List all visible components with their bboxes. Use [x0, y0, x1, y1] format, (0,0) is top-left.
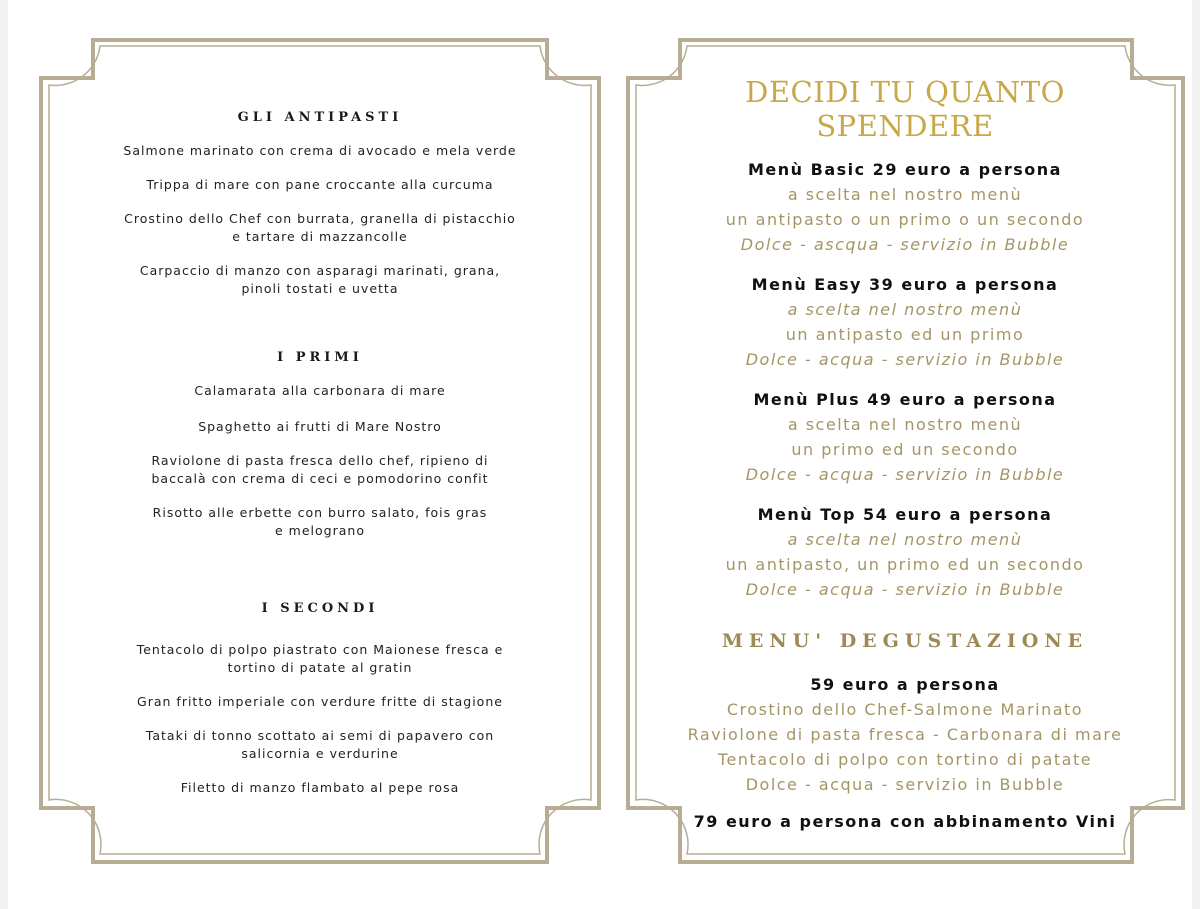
dish-item: Carpaccio di manzo con asparagi marinati, grana, pinoli tostati e uvetta	[139, 263, 501, 296]
dish-item: Raviolone di pasta fresca dello chef, ripieno di baccalà con crema di ceci e pomodorino confit	[151, 453, 489, 486]
left-menu-panel	[70, 100, 570, 797]
menu-basic	[650, 157, 1160, 257]
dish-item: Risotto alle erbette con burro salato, fois gras e melograno	[152, 505, 488, 538]
degustazione-title: MENU' DEGUSTAZIONE	[721, 630, 1089, 652]
right-menu-panel	[650, 70, 1160, 834]
menu-line: Dolce - acqua - servizio in Bubble	[745, 580, 1065, 599]
degustazione-line: Crostino dello Chef-Salmone Marinato	[726, 700, 1084, 719]
menu-line: un primo ed un secondo	[791, 440, 1019, 459]
section-title-antipasti: GLI ANTIPASTI	[237, 110, 403, 125]
menu-heading: Menù Top 54 euro a persona	[757, 505, 1053, 524]
menu-heading: Menù Basic 29 euro a persona	[748, 160, 1062, 179]
menu-line: a scelta nel nostro menù	[787, 300, 1023, 319]
price-title-line2: SPENDERE	[816, 109, 994, 143]
menu-line: un antipasto, un primo ed un secondo	[725, 555, 1085, 574]
degustazione-menu	[650, 672, 1160, 797]
menu-plus	[650, 387, 1160, 487]
degustazione-line: Raviolone di pasta fresca - Carbonara di mare	[687, 725, 1123, 744]
dish-item: Crostino dello Chef con burrata, granella di pistacchio e tartare di mazzancolle	[124, 211, 516, 244]
menu-line: Dolce - acqua - servizio in Bubble	[745, 350, 1065, 369]
menu-easy	[650, 272, 1160, 372]
menu-line: a scelta nel nostro menù	[787, 530, 1023, 549]
degustazione-price: 59 euro a persona	[810, 675, 1000, 694]
dish-item: Salmone marinato con crema di avocado e mela verde	[123, 143, 517, 158]
menu-top	[650, 502, 1160, 602]
dish-item: Spaghetto ai frutti di Mare Nostro	[198, 419, 442, 434]
menu-line: a scelta nel nostro menù	[787, 185, 1023, 204]
menu-line: a scelta nel nostro menù	[787, 415, 1023, 434]
dish-item: Filetto di manzo flambato al pepe rosa	[180, 780, 460, 795]
wine-pairing-price: 79 euro a persona con abbinamento Vini	[693, 812, 1117, 831]
menu-line: un antipasto ed un primo	[785, 325, 1025, 344]
dish-item: Trippa di mare con pane croccante alla curcuma	[146, 177, 494, 192]
price-title-line1: DECIDI TU QUANTO	[745, 75, 1065, 109]
dish-item: Tataki di tonno scottato ai semi di papavero con salicornia e verdurine	[145, 728, 495, 761]
menu-heading: Menù Easy 39 euro a persona	[751, 275, 1059, 294]
degustazione-line: Dolce - acqua - servizio in Bubble	[745, 775, 1065, 794]
menu-heading: Menù Plus 49 euro a persona	[753, 390, 1057, 409]
dish-item: Calamarata alla carbonara di mare	[194, 383, 446, 398]
section-title-secondi: I SECONDI	[261, 601, 379, 616]
section-title-primi: I PRIMI	[277, 350, 363, 365]
menu-line: Dolce - ascqua - servizio in Bubble	[740, 235, 1070, 254]
dish-item: Gran fritto imperiale con verdure fritte di stagione	[137, 694, 503, 709]
menu-line: Dolce - acqua - servizio in Bubble	[745, 465, 1065, 484]
dish-item: Tentacolo di polpo piastrato con Maionese fresca e tortino di patate al gratin	[136, 642, 504, 675]
menu-line: un antipasto o un primo o un secondo	[725, 210, 1085, 229]
degustazione-line: Tentacolo di polpo con tortino di patate	[717, 750, 1093, 769]
